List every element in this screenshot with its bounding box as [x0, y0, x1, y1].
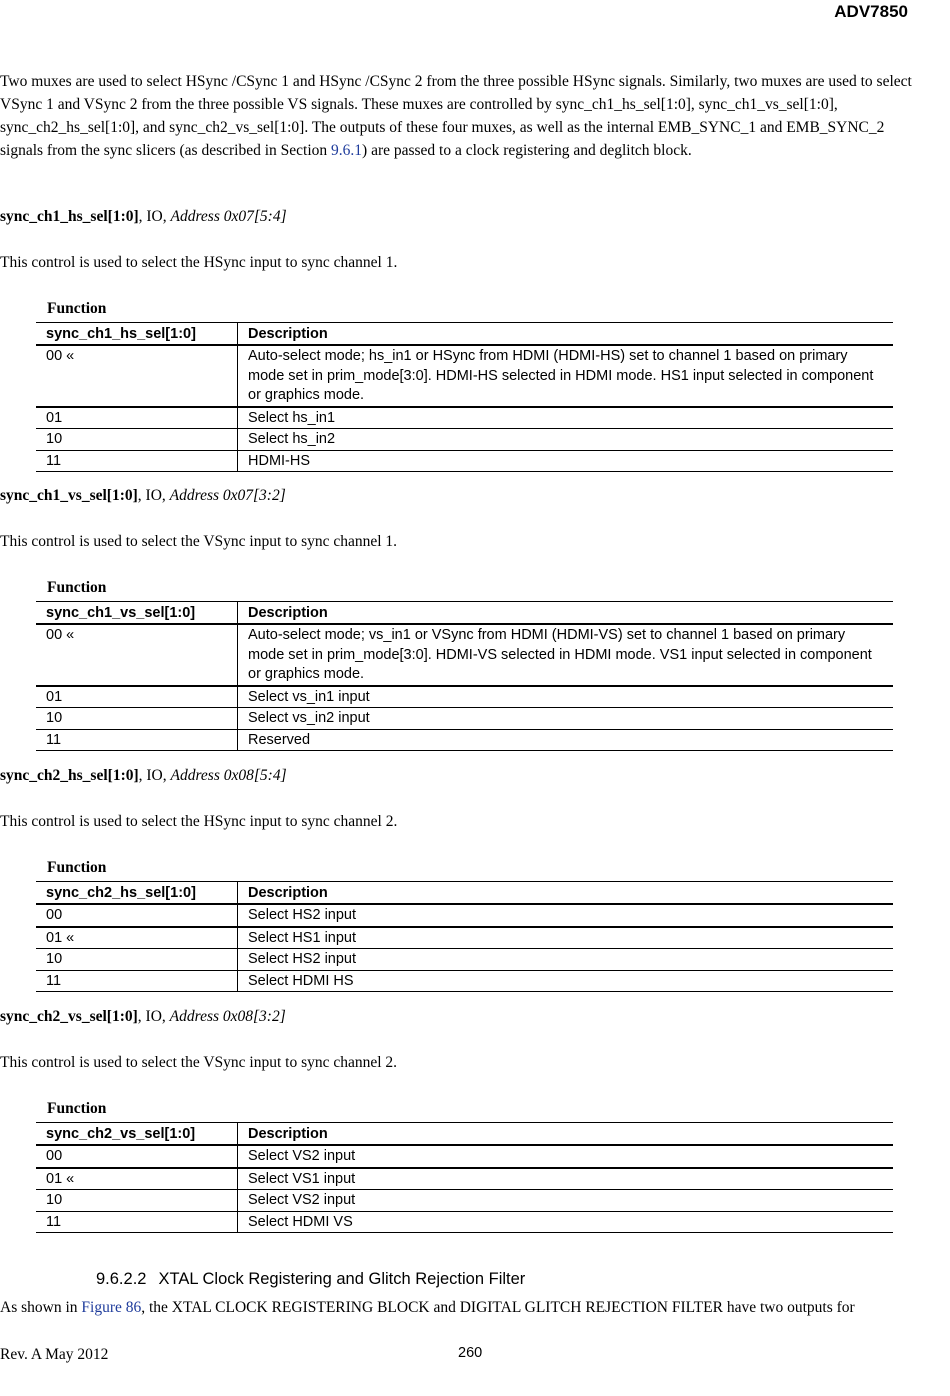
column-header-description: Description — [238, 323, 894, 346]
section-number: 9.6.2.2 — [96, 1270, 147, 1288]
register-address: Address 0x07[3:2] — [169, 487, 286, 504]
closing-text-2: , the XTAL CLOCK REGISTERING BLOCK and DIGITAL GLITCH REJECTION FILTER have two outputs for — [141, 1299, 855, 1316]
cell-value: 11 — [36, 1211, 238, 1233]
register-description: This control is used to select the HSync input to sync channel 2. — [0, 813, 398, 830]
table-header-row — [36, 323, 893, 346]
cell-description: Select vs_in1 input — [238, 686, 894, 708]
cell-description: Auto-select mode; hs_in1 or HSync from HDMI (HDMI-HS) set to channel 1 based on primary mode set in prim_mode[3:0]. HDMI-HS selected in HDMI mode. HS1 input selected in component or graphics mode. — [238, 345, 894, 407]
cell-value: 11 — [36, 970, 238, 992]
column-header-value: sync_ch1_hs_sel[1:0] — [36, 323, 238, 346]
column-header-value: sync_ch1_vs_sel[1:0] — [36, 602, 238, 625]
table-row — [36, 1190, 893, 1212]
cell-value: 01 « — [36, 1168, 238, 1190]
table-row — [36, 1211, 893, 1233]
cell-value: 00 — [36, 1145, 238, 1168]
cell-description: Select HDMI VS — [238, 1211, 894, 1233]
cell-description: HDMI-HS — [238, 450, 894, 472]
cell-value: 11 — [36, 729, 238, 751]
cell-description: Reserved — [238, 729, 894, 751]
table-row — [36, 407, 893, 429]
function-label: Function — [47, 859, 107, 876]
intro-paragraph — [0, 70, 930, 162]
register-name: sync_ch1_vs_sel[1:0] — [0, 487, 138, 504]
column-header-value: sync_ch2_hs_sel[1:0] — [36, 882, 238, 905]
table-row — [36, 450, 893, 472]
register-address: Address 0x07[5:4] — [170, 208, 287, 225]
closing-text-1: As shown in — [0, 1299, 82, 1316]
cell-description: Select HDMI HS — [238, 970, 894, 992]
register-table-sync-ch2-hs-sel — [36, 881, 893, 992]
register-separator: , IO, — [138, 208, 171, 225]
cell-value: 01 « — [36, 927, 238, 949]
register-description: This control is used to select the VSync input to sync channel 2. — [0, 1054, 398, 1071]
cell-value: 01 — [36, 686, 238, 708]
cell-description: Select VS1 input — [238, 1168, 894, 1190]
cell-description: Select vs_in2 input — [238, 708, 894, 730]
register-table-sync-ch1-hs-sel — [36, 322, 893, 472]
closing-paragraph — [0, 1296, 930, 1319]
section-title: XTAL Clock Registering and Glitch Rejection Filter — [158, 1270, 526, 1288]
register-heading-sync-ch2-vs-sel — [0, 1008, 286, 1026]
column-header-description: Description — [238, 882, 894, 905]
table-header-row — [36, 602, 893, 625]
register-address: Address 0x08[3:2] — [169, 1008, 286, 1025]
table-row — [36, 970, 893, 992]
register-table-sync-ch1-vs-sel — [36, 601, 893, 751]
column-header-value: sync_ch2_vs_sel[1:0] — [36, 1123, 238, 1146]
table-row — [36, 624, 893, 686]
table-row — [36, 708, 893, 730]
cell-description: Select hs_in1 — [238, 407, 894, 429]
cell-value: 11 — [36, 450, 238, 472]
register-heading-sync-ch2-hs-sel — [0, 767, 287, 785]
table-header-row — [36, 1123, 893, 1146]
section-link-9-6-1[interactable]: 9.6.1 — [331, 142, 363, 159]
function-label: Function — [47, 300, 107, 317]
cell-description: Select HS2 input — [238, 904, 894, 927]
cell-value: 00 « — [36, 345, 238, 407]
table-row — [36, 429, 893, 451]
cell-description: Select HS2 input — [238, 949, 894, 971]
register-name: sync_ch2_hs_sel[1:0] — [0, 767, 139, 784]
cell-description: Select hs_in2 — [238, 429, 894, 451]
table-row — [36, 927, 893, 949]
cell-description: Select VS2 input — [238, 1145, 894, 1168]
cell-description: Select HS1 input — [238, 927, 894, 949]
column-header-description: Description — [238, 602, 894, 625]
cell-value: 10 — [36, 429, 238, 451]
function-label: Function — [47, 1100, 107, 1117]
register-name: sync_ch1_hs_sel[1:0] — [0, 208, 139, 225]
intro-text-2: ) are passed to a clock registering and deglitch block. — [362, 142, 692, 159]
register-address: Address 0x08[5:4] — [170, 767, 287, 784]
table-row — [36, 686, 893, 708]
section-heading — [96, 1270, 525, 1289]
footer-page-number: 260 — [458, 1345, 483, 1361]
cell-description: Auto-select mode; vs_in1 or VSync from HDMI (HDMI-VS) set to channel 1 based on primary mode set in prim_mode[3:0]. HDMI-VS selected in HDMI mode. VS1 input selected in component or graphics mode. — [238, 624, 894, 686]
footer-revision: Rev. A May 2012 — [0, 1346, 109, 1363]
table-row — [36, 1145, 893, 1168]
figure-link-86[interactable]: Figure 86 — [81, 1299, 142, 1316]
register-separator: , IO, — [138, 767, 171, 784]
register-separator: , IO, — [137, 1008, 170, 1025]
register-description: This control is used to select the HSync input to sync channel 1. — [0, 254, 398, 271]
table-row — [36, 949, 893, 971]
function-label: Function — [47, 579, 107, 596]
cell-value: 00 — [36, 904, 238, 927]
cell-description: Select VS2 input — [238, 1190, 894, 1212]
table-row — [36, 729, 893, 751]
cell-value: 10 — [36, 949, 238, 971]
cell-value: 10 — [36, 1190, 238, 1212]
register-description: This control is used to select the VSync input to sync channel 1. — [0, 533, 398, 550]
register-heading-sync-ch1-hs-sel — [0, 208, 287, 226]
column-header-description: Description — [238, 1123, 894, 1146]
cell-value: 01 — [36, 407, 238, 429]
register-separator: , IO, — [137, 487, 170, 504]
table-row — [36, 345, 893, 407]
register-heading-sync-ch1-vs-sel — [0, 487, 286, 505]
intro-text-1: Two muxes are used to select HSync /CSync 1 and HSync /CSync 2 from the three possible HSync signals. Similarly, two muxes are used to select VSync 1 and VSync 2 from the three possible VS signals. These muxes are controlled by sync_ch1_hs_sel[1:0], sync_ch1_vs_sel[1:0], sync_ch2_hs_sel[1:0], and sync_ch2_vs_sel[1:0]. The outputs of these four muxes, as well as the internal EMB_SYNC_1 and EMB_SYNC_2 signals from the sync slicers (as described in Section — [0, 73, 912, 159]
cell-value: 00 « — [36, 624, 238, 686]
cell-value: 10 — [36, 708, 238, 730]
table-row — [36, 1168, 893, 1190]
register-table-sync-ch2-vs-sel — [36, 1122, 893, 1233]
document-header-title: ADV7850 — [834, 2, 908, 21]
table-header-row — [36, 882, 893, 905]
register-name: sync_ch2_vs_sel[1:0] — [0, 1008, 138, 1025]
table-row — [36, 904, 893, 927]
